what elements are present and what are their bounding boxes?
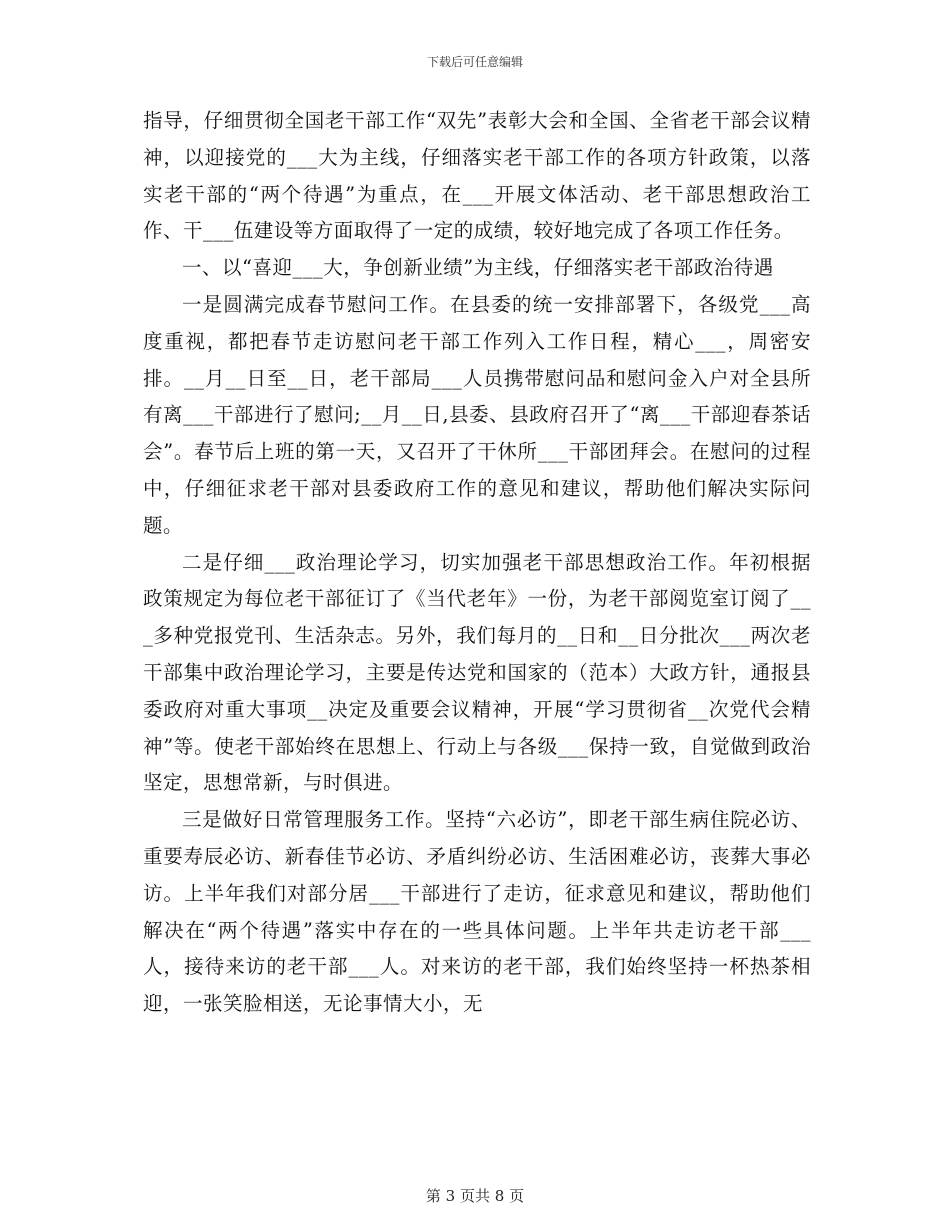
paragraph-section-heading: 一、以“喜迎___大，争创新业绩”为主线，仔细落实老干部政治待遇 (182, 256, 774, 280)
page-number-footer: 第 3 页共 8 页 (425, 1187, 525, 1205)
page-header-note: 下载后可任意编辑 (426, 55, 523, 69)
paragraph-spring-festival: 一是圆满完成春节慰问工作。在县委的统一安排部署下，各级党___高度重视，都把春节走访慰问老干部工作列入工作日程，精心___，周密安排。__月__日至__日，老干部局___人员携带慰问品和慰问金入户对全县所有离___干部进行了慰问;__月__日,县委、县政府召开了“离___干部迎春茶话会”。春节后上班的第一天，又召开了干休所___干部团拜会。在慰问的过程中，仔细征求老干部对县委政府工作的意见和建议，帮助他们解决实际问题。 (143, 292, 811, 537)
paragraph-intro: 指导，仔细贯彻全国老干部工作“双先”表彰大会和全国、全省老干部会议精神，以迎接党的___大为主线，仔细落实老干部工作的各项方针政策，以落实老干部的“两个待遇”为重点，在___开展文体活动、老干部思想政治工作、干___伍建设等方面取得了一定的成绩，较好地完成了各项工作任务。 (143, 109, 811, 243)
document-body (143, 103, 811, 1023)
paragraph-political-study: 二是仔细___政治理论学习，切实加强老干部思想政治工作。年初根据政策规定为每位老干部征订了《当代老年》一份，为老干部阅览室订阅了___多种党报党刊、生活杂志。另外，我们每月的__日和__日分批次___两次老干部集中政治理论学习，主要是传达党和国家的（范本）大政方针，通报县委政府对重大事项__决定及重要会议精神，开展“学习贯彻省__次党代会精神”等。使老干部始终在思想上、行动上与各级___保持一致，自觉做到政治坚定，思想常新，与时俱进。 (143, 550, 811, 795)
paragraph-daily-service: 三是做好日常管理服务工作。坚持“六必访”，即老干部生病住院必访、重要寿辰必访、新春佳节必访、矛盾纠纷必访、生活困难必访，丧葬大事必访。上半年我们对部分居___干部进行了走访，征求意见和建议，帮助他们解决在“两个待遇”落实中存在的一些具体问题。上半年共走访老干部___人，接待来访的老干部___人。对来访的老干部，我们始终坚持一杯热茶相迎，一张笑脸相送，无论事情大小，无 (143, 808, 811, 1016)
